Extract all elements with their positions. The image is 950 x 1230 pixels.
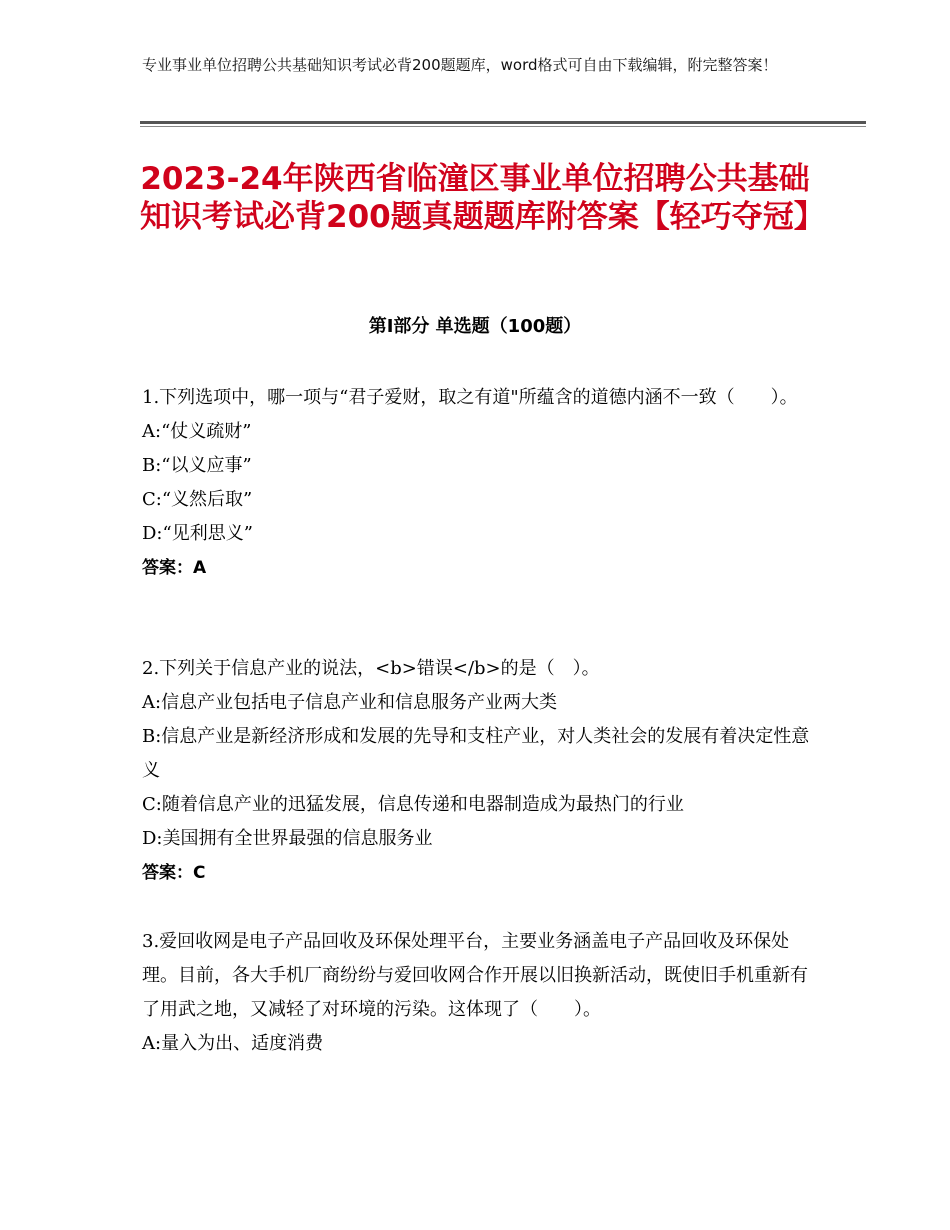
option-d: D:美国拥有全世界最强的信息服务业 bbox=[142, 828, 433, 849]
question-3 bbox=[142, 925, 812, 1061]
question-stem: 3.爱回收网是电子产品回收及环保处理平台，主要业务涵盖电子产品回收及环保处理。目前，各大手机厂商纷纷与爱回收网合作开展以旧换新活动，既使旧手机重新有了用武之地，又减轻了对环境的污染。这体现了（ ）。 bbox=[142, 931, 808, 1020]
question-stem: 1.下列选项中，哪一项与“君子爱财，取之有道"所蕴含的道德内涵不一致（ ）。 bbox=[142, 387, 798, 408]
option-a: A:信息产业包括电子信息产业和信息服务产业两大类 bbox=[142, 692, 558, 713]
question-stem: 2.下列关于信息产业的说法，<b>错误</b>的是（ ）。 bbox=[142, 658, 600, 679]
option-c: C:随着信息产业的迅猛发展，信息传递和电器制造成为最热门的行业 bbox=[142, 794, 684, 815]
option-a: A:量入为出、适度消费 bbox=[142, 1033, 324, 1054]
answer-label: 答案：A bbox=[142, 558, 207, 578]
option-d: D:“见利思义” bbox=[142, 523, 253, 544]
question-1 bbox=[142, 381, 812, 585]
option-a: A:“仗义疏财” bbox=[142, 421, 252, 442]
option-c: C:“义然后取” bbox=[142, 489, 253, 510]
header-note: 专业事业单位招聘公共基础知识考试必背200题题库，word格式可自由下载编辑，附完整答案！ bbox=[142, 56, 778, 74]
header-divider-thick bbox=[140, 121, 866, 124]
answer-label: 答案：C bbox=[142, 863, 206, 883]
section-heading: 第Ⅰ部分 单选题（100题） bbox=[368, 316, 582, 337]
document-title: 2023-24年陕西省临潼区事业单位招聘公共基础知识考试必背200题真题题库附答案【轻巧夺冠】 bbox=[140, 161, 825, 235]
header-divider-thin bbox=[140, 126, 866, 127]
option-b: B:“以义应事” bbox=[142, 455, 252, 476]
question-2 bbox=[142, 652, 812, 890]
option-b: B:信息产业是新经济形成和发展的先导和支柱产业，对人类社会的发展有着决定性意义 bbox=[142, 726, 810, 781]
